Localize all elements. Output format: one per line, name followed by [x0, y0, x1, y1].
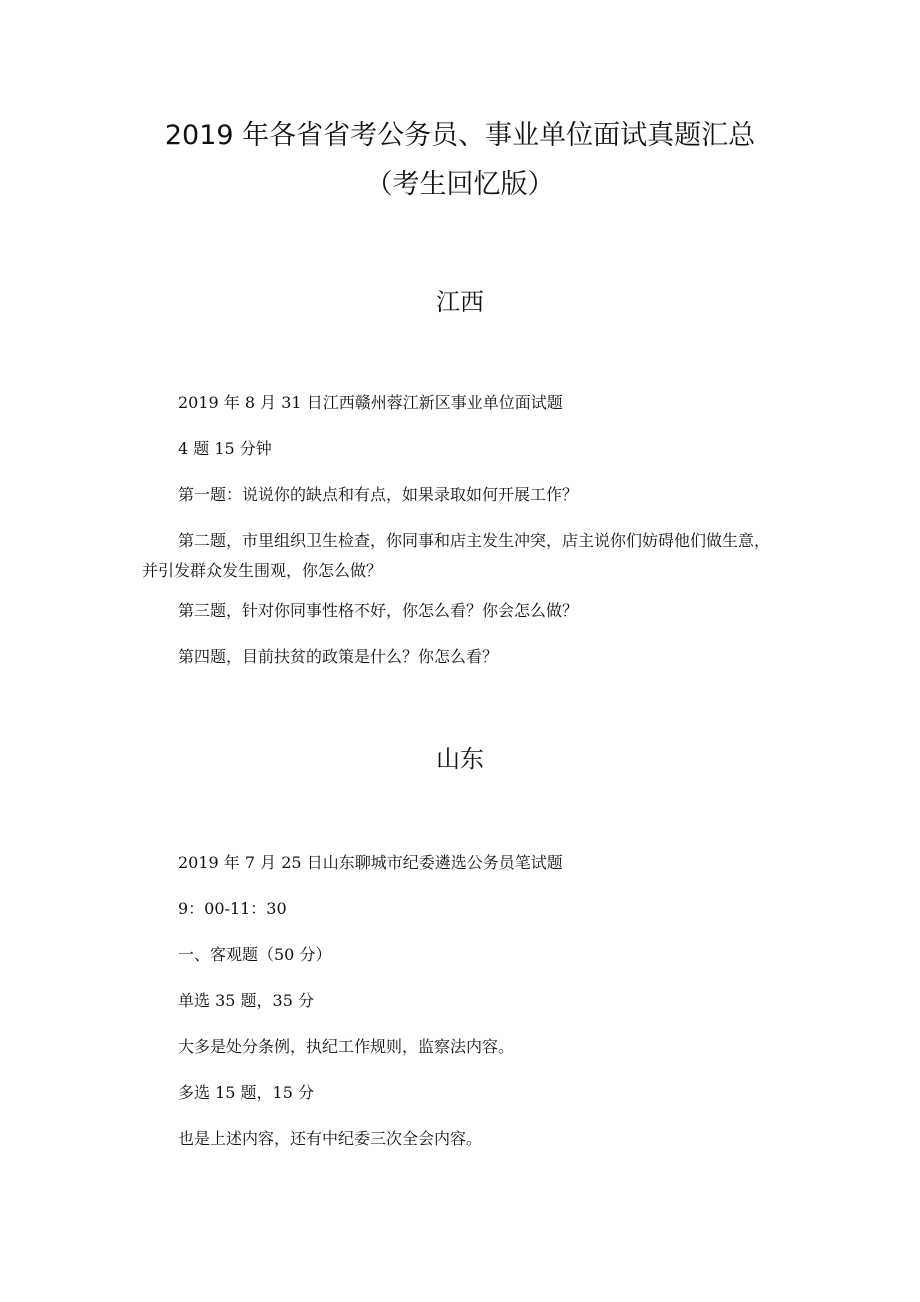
paragraph: 大多是处分条例，执纪工作规则，监察法内容。: [178, 1037, 515, 1056]
paragraph: 2019 年 7 月 25 日山东聊城市纪委遴选公务员笔试题: [178, 853, 563, 872]
section-heading-shandong: 山东: [436, 745, 484, 773]
section-heading-jiangxi: 江西: [436, 288, 484, 316]
paragraph: 也是上述内容，还有中纪委三次全会内容。: [178, 1129, 483, 1148]
paragraph: 9：00-11：30: [178, 899, 287, 918]
paragraph: 第三题，针对你同事性格不好，你怎么看？你会怎么做？: [178, 601, 579, 620]
paragraph: 2019 年 8 月 31 日江西赣州蓉江新区事业单位面试题: [178, 393, 563, 412]
paragraph: 第二题，市里组织卫生检查，你同事和店主发生冲突，店主说你们妨碍他们做生意，并引发群众发生围观，你怎么做？: [142, 531, 771, 580]
paragraph: 第四题，目前扶贫的政策是什么？你怎么看？: [178, 647, 499, 666]
paragraph: 第一题：说说你的缺点和有点，如果录取如何开展工作？: [178, 485, 579, 504]
paragraph: 一、客观题（50 分）: [178, 945, 332, 964]
paragraph: 多选 15 题，15 分: [178, 1083, 314, 1102]
document-title: 2019 年各省省考公务员、事业单位面试真题汇总: [164, 120, 756, 151]
paragraph: 4 题 15 分钟: [178, 439, 272, 458]
document-subtitle: （考生回忆版）: [365, 169, 555, 200]
paragraph: 单选 35 题，35 分: [178, 991, 314, 1010]
